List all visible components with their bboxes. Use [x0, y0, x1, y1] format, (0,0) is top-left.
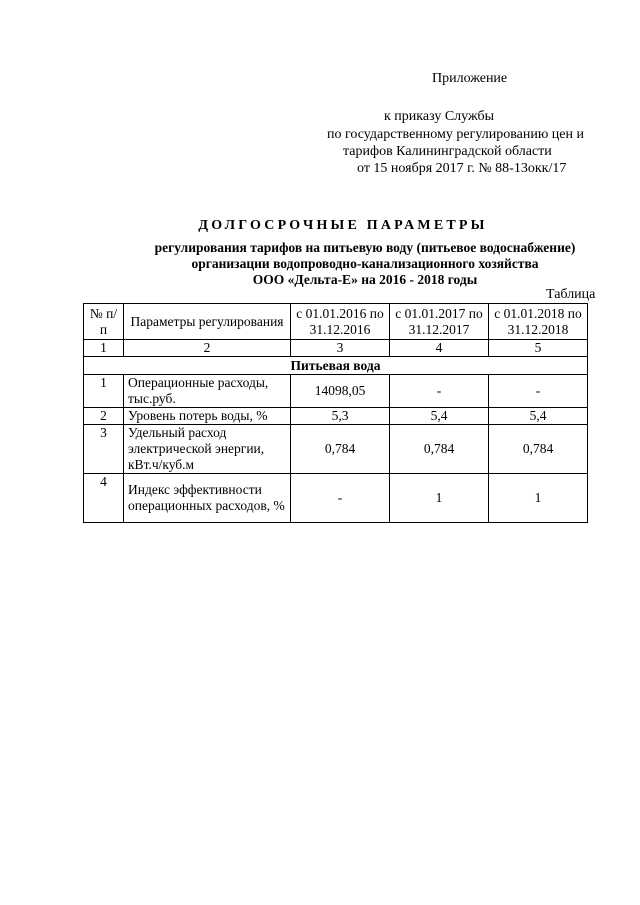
- table-row: [84, 408, 588, 425]
- section-title: Питьевая вода: [84, 357, 588, 375]
- column-number: 1: [84, 340, 124, 357]
- header-cell-number: № п/п: [84, 304, 124, 340]
- order-line: от 15 ноября 2017 г. № 88-13окк/17: [357, 161, 567, 176]
- table-header-row: [84, 304, 588, 340]
- document-subtitle-line: ООО «Дельта-Е» на 2016 - 2018 годы: [252, 272, 478, 287]
- row-value-2018: 1: [489, 474, 588, 523]
- document-subtitle-line: организации водопроводно-канализационного хозяйства: [191, 256, 539, 271]
- row-number: 4: [84, 474, 124, 523]
- attachment-title: Приложение: [432, 71, 508, 86]
- row-parameter: Операционные расходы, тыс.руб.: [124, 375, 291, 408]
- row-value-2017: 5,4: [390, 408, 489, 425]
- row-value-2018: 5,4: [489, 408, 588, 425]
- order-line: по государственному регулированию цен и: [327, 127, 584, 142]
- column-number: 4: [390, 340, 489, 357]
- header-cell-2016: с 01.01.2016 по 31.12.2016: [291, 304, 390, 340]
- header-cell-parameter: Параметры регулирования: [124, 304, 291, 340]
- row-value-2017: 1: [390, 474, 489, 523]
- order-line: тарифов Калининградской области: [343, 144, 552, 159]
- table-row: [84, 375, 588, 408]
- row-value-2018: -: [489, 375, 588, 408]
- document-title: ДОЛГОСРОЧНЫЕ ПАРАМЕТРЫ: [198, 218, 488, 233]
- parameters-table: [83, 303, 588, 523]
- row-parameter: Индекс эффективности операционных расходов, %: [124, 474, 291, 523]
- row-value-2016: 5,3: [291, 408, 390, 425]
- row-number: 1: [84, 375, 124, 408]
- row-value-2016: 14098,05: [291, 375, 390, 408]
- document-subtitle-line: регулирования тарифов на питьевую воду (питьевое водоснабжение): [154, 240, 576, 255]
- row-value-2016: 0,784: [291, 425, 390, 474]
- row-parameter: Удельный расход электрической энергии, кВт.ч/куб.м: [124, 425, 291, 474]
- table-row: [84, 474, 588, 523]
- row-value-2016: -: [291, 474, 390, 523]
- row-value-2017: 0,784: [390, 425, 489, 474]
- order-line: к приказу Службы: [384, 109, 494, 124]
- row-number: 3: [84, 425, 124, 474]
- row-parameter: Уровень потерь воды, %: [124, 408, 291, 425]
- section-row: [84, 357, 588, 375]
- table-label: Таблица: [546, 287, 596, 302]
- header-cell-2017: с 01.01.2017 по 31.12.2017: [390, 304, 489, 340]
- row-number: 2: [84, 408, 124, 425]
- column-number: 3: [291, 340, 390, 357]
- column-number: 5: [489, 340, 588, 357]
- table-row: [84, 425, 588, 474]
- row-value-2018: 0,784: [489, 425, 588, 474]
- column-number: 2: [124, 340, 291, 357]
- row-value-2017: -: [390, 375, 489, 408]
- column-number-row: [84, 340, 588, 357]
- header-cell-2018: с 01.01.2018 по 31.12.2018: [489, 304, 588, 340]
